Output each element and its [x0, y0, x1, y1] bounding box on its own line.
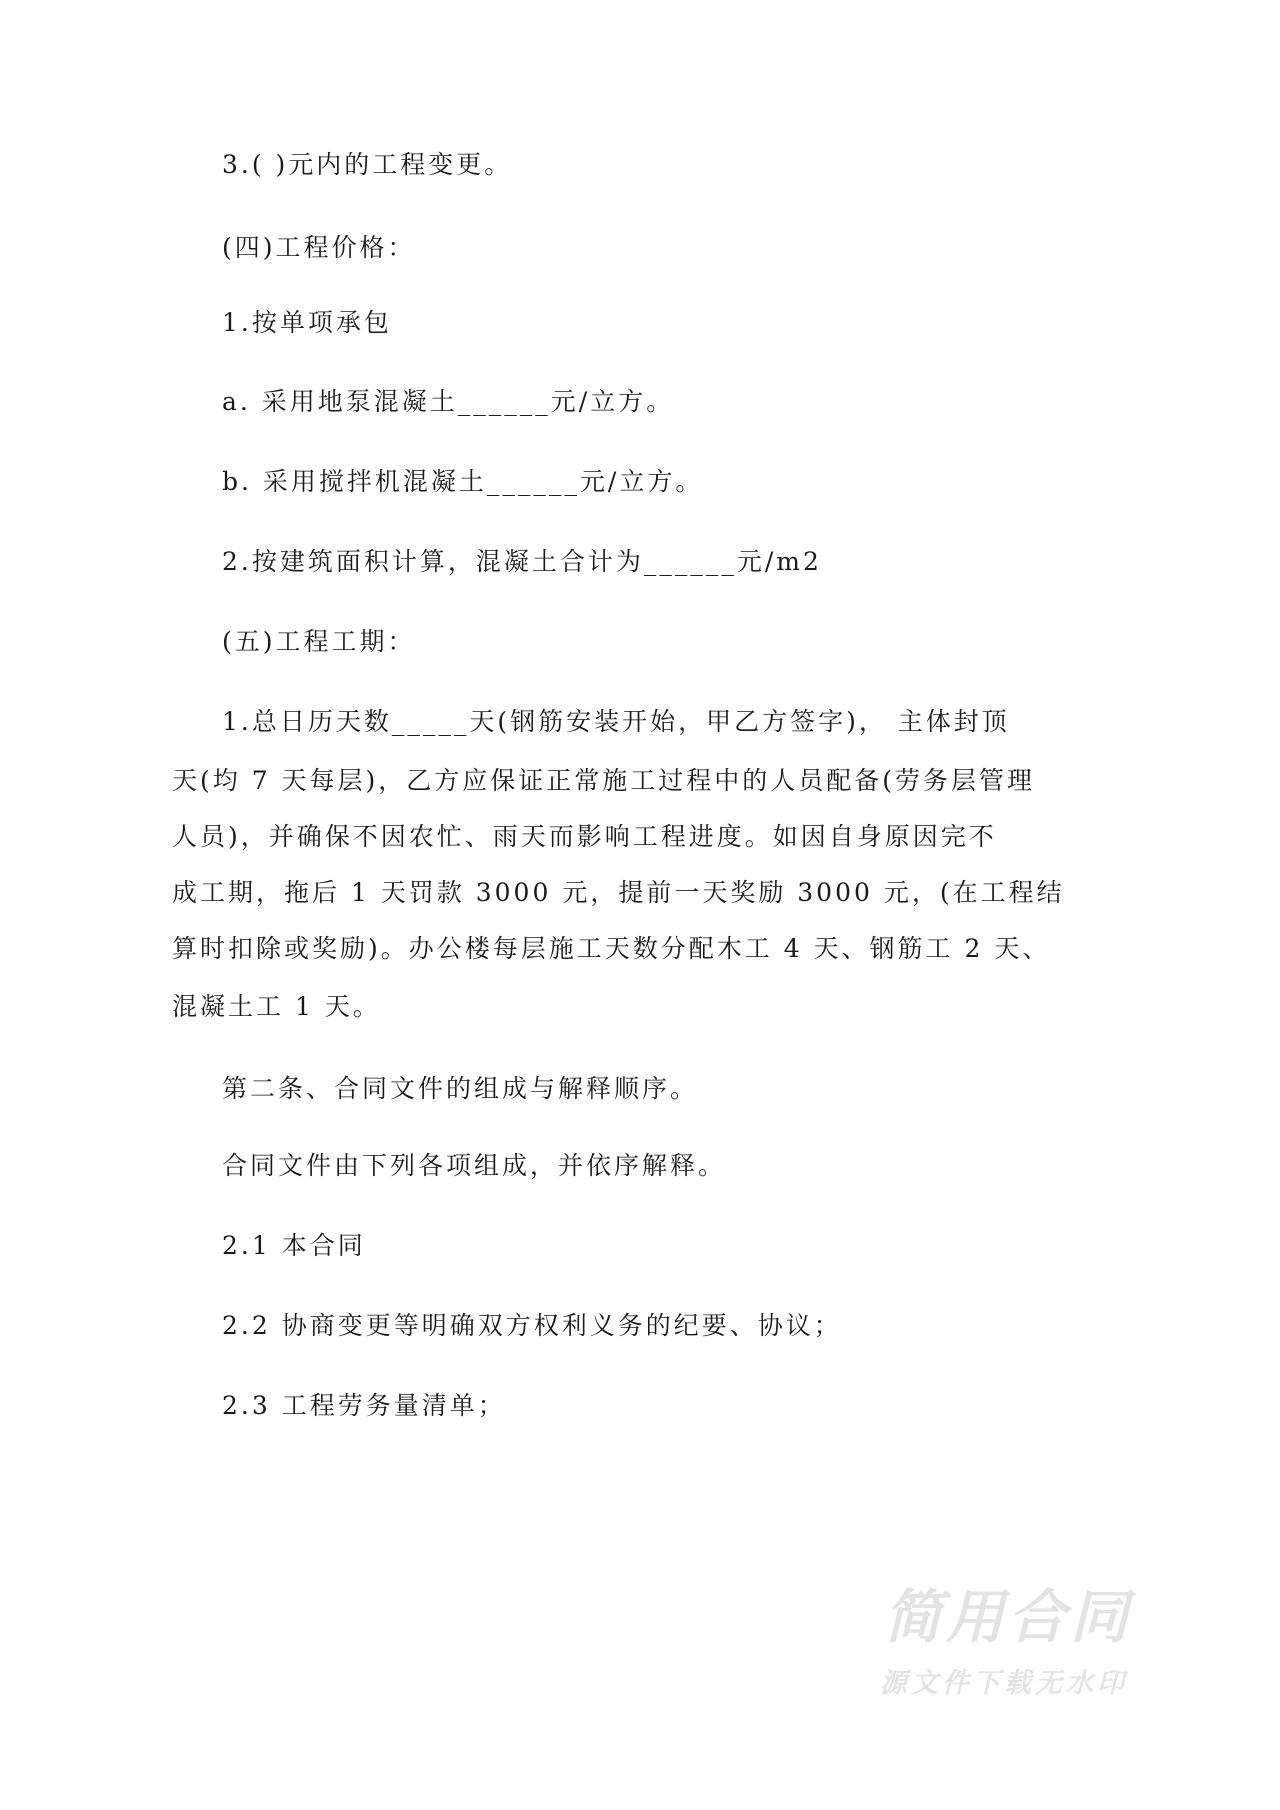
clause-area-pricing: 2.按建筑面积计算，混凝土合计为______元/m2 — [222, 547, 822, 576]
article-two-heading: 第二条、合同文件的组成与解释顺序。 — [222, 1074, 699, 1103]
list-item-2-2: 2.2 协商变更等明确双方权利义务的纪要、协议； — [222, 1311, 842, 1340]
clause-schedule-line-2: 天(均 7 天每层)，乙方应保证正常施工过程中的人员配备(劳务层管理 — [172, 766, 1036, 795]
article-two-intro: 合同文件由下列各项组成，并依序解释。 — [222, 1151, 727, 1180]
watermark-subtitle: 源文件下载无水印 — [880, 1668, 1128, 1699]
clause-unit-contract: 1.按单项承包 — [222, 308, 392, 337]
clause-mixer-concrete: b. 采用搅拌机混凝土______元/立方。 — [222, 467, 704, 496]
clause-pump-concrete: a. 采用地泵混凝土______元/立方。 — [222, 387, 675, 416]
clause-schedule-line-4: 成工期，拖后 1 天罚款 3000 元，提前一天奖励 3000 元，(在工程结 — [172, 878, 1065, 907]
clause-change-limit: 3.( )元内的工程变更。 — [222, 150, 513, 179]
clause-schedule-line-6: 混凝土工 1 天。 — [172, 992, 381, 1021]
section-heading-price: (四)工程价格： — [222, 233, 416, 262]
clause-schedule-line-5: 算时扣除或奖励)。办公楼每层施工天数分配木工 4 天、钢筋工 2 天、 — [172, 934, 1051, 963]
list-item-2-1: 2.1 本合同 — [222, 1231, 366, 1260]
watermark-title: 简用合同 — [884, 1583, 1133, 1651]
section-heading-schedule: (五)工程工期： — [222, 627, 416, 656]
watermark — [880, 1585, 1180, 1701]
list-item-2-3: 2.3 工程劳务量清单； — [222, 1391, 506, 1420]
clause-schedule-line-3: 人员)，并确保不因农忙、雨天而影响工程进度。如因自身原因完不 — [172, 822, 997, 851]
clause-schedule-line-1: 1.总日历天数_____天(钢筋安装开始，甲乙方签字)， 主体封顶 — [222, 707, 1010, 736]
